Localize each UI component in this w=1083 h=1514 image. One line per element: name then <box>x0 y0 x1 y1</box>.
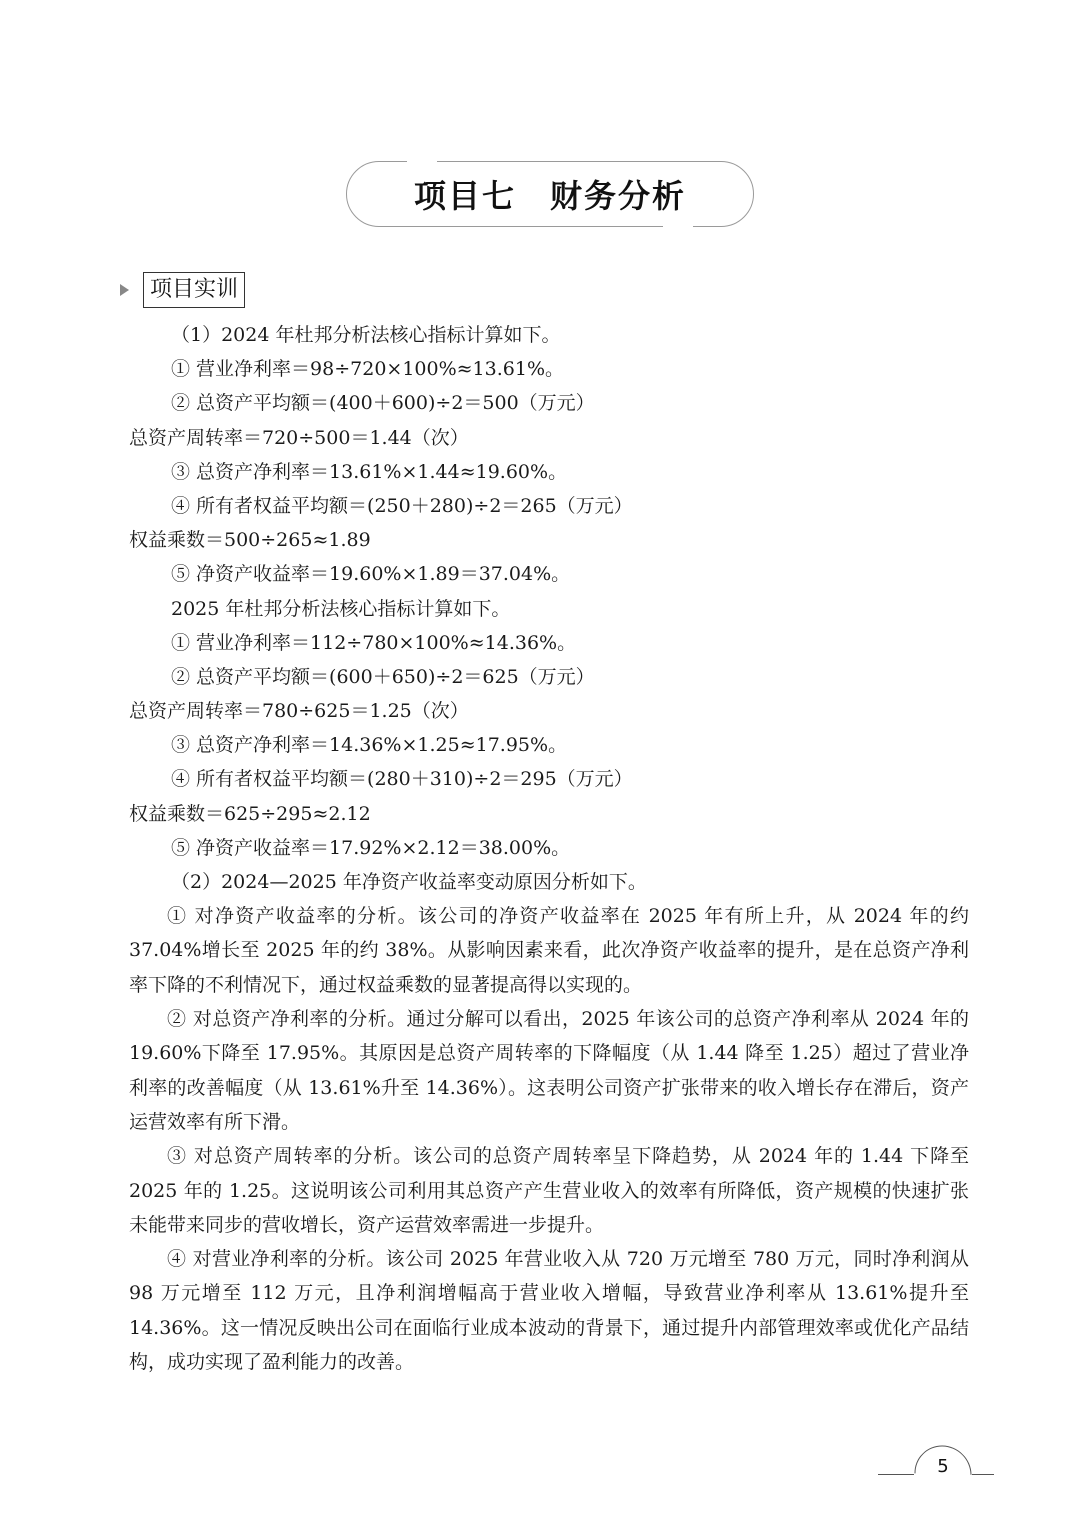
formula-line: ⑤ 净资产收益率＝19.60%×1.89＝37.04%。 <box>171 563 571 586</box>
formula-lines <box>129 318 969 899</box>
formula-line: ② 总资产平均额＝(600＋650)÷2＝625（万元） <box>171 665 595 688</box>
analysis-paragraph: ③ 对总资产周转率的分析。该公司的总资产周转率呈下降趋势，从 2024 年的 1.44 下降至 2025 年的 1.25。这说明该公司利用其总资产产生营业收入的效率有所降低，资产规模的快速扩张未能带来同步的营收增长，资产运营效率需进一步提升。 <box>129 1145 969 1236</box>
formula-line: ④ 所有者权益平均额＝(250＋280)÷2＝265（万元） <box>171 494 633 517</box>
formula-line: ④ 所有者权益平均额＝(280＋310)÷2＝295（万元） <box>171 768 633 791</box>
formula-line: 权益乘数＝500÷265≈1.89 <box>129 529 371 552</box>
analysis-paragraph: ② 对总资产净利率的分析。通过分解可以看出，2025 年该公司的总资产净利率从 2024 年的 19.60%下降至 17.95%。其原因是总资产周转率的下降幅度（从 1.44 降至 1.25）超过了营业净利率的改善幅度（从 13.61%升至 14.36%）。这表明公司资产扩张带来的收入增长存在滞后，资产运营效率有所下滑。 <box>129 1008 969 1133</box>
analysis-paragraph: ① 对净资产收益率的分析。该公司的净资产收益率在 2025 年有所上升，从 2024 年的约 37.04%增长至 2025 年的约 38%。从影响因素来看，此次净资产收益率的提升，是在总资产净利率下降的不利情况下，通过权益乘数的显著提高得以实现的。 <box>129 905 969 996</box>
formula-line: ⑤ 净资产收益率＝17.92%×2.12＝38.00%。 <box>171 836 571 859</box>
formula-line: （1）2024 年杜邦分析法核心指标计算如下。 <box>171 324 561 346</box>
formula-line: ② 总资产平均额＝(400＋600)÷2＝500（万元） <box>171 392 595 415</box>
formula-line: ③ 总资产净利率＝13.61%×1.44≈19.60%。 <box>171 460 568 483</box>
formula-line: 权益乘数＝625÷295≈2.12 <box>129 802 371 825</box>
analysis-paragraphs <box>129 899 969 1379</box>
section-header <box>120 272 245 308</box>
page-title: 项目七 财务分析 <box>413 177 686 215</box>
page-number-ornament <box>878 1444 994 1492</box>
ornament-line-right <box>972 1474 994 1475</box>
ornament-line-left <box>878 1474 914 1475</box>
title-frame <box>346 161 754 227</box>
content-body <box>129 318 969 1379</box>
formula-line: 总资产周转率＝780÷625＝1.25（次） <box>129 700 469 723</box>
analysis-paragraph: ④ 对营业净利率的分析。该公司 2025 年营业收入从 720 万元增至 780 万元，同时净利润从 98 万元增至 112 万元，且净利润增幅高于营业收入增幅，导致营业净利率从 13.61%提升至 14.36%。这一情况反映出公司在面临行业成本波动的背景下，通过提升内部管理效率或优化产品结构，成功实现了盈利能力的改善。 <box>129 1248 969 1374</box>
page-number: 5 <box>937 1456 949 1477</box>
formula-line: ③ 总资产净利率＝14.36%×1.25≈17.95%。 <box>171 734 568 757</box>
formula-line: （2）2024—2025 年净资产收益率变动原因分析如下。 <box>171 871 647 893</box>
formula-line: 总资产周转率＝720÷500＝1.44（次） <box>129 426 469 449</box>
formula-line: ① 营业净利率＝112÷780×100%≈14.36%。 <box>171 631 577 654</box>
formula-line: ① 营业净利率＝98÷720×100%≈13.61%。 <box>171 358 565 381</box>
formula-line: 2025 年杜邦分析法核心指标计算如下。 <box>171 597 511 620</box>
section-label: 项目实训 <box>143 272 245 308</box>
triangle-arrow-icon <box>120 284 129 296</box>
